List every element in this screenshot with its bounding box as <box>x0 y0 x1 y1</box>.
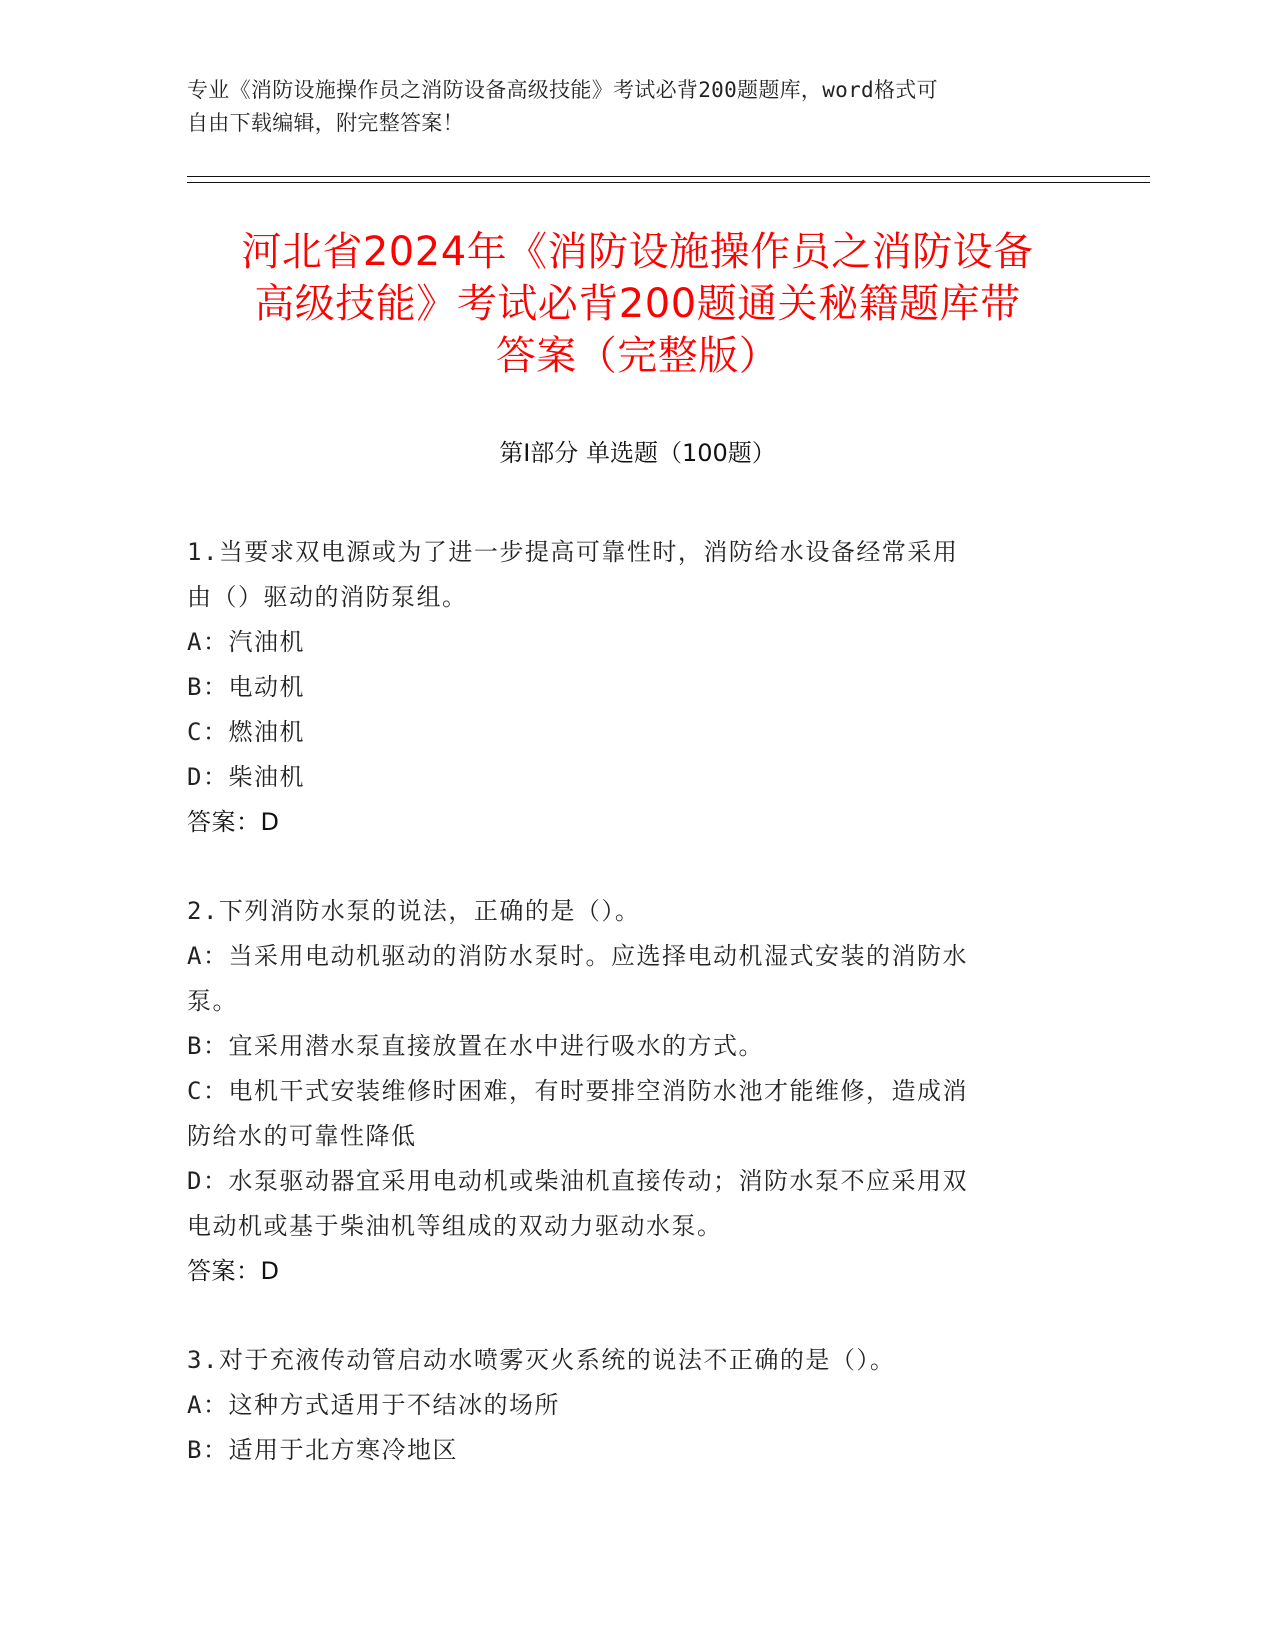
option-d: D：柴油机 <box>187 763 305 791</box>
option-b: B：适用于北方寒冷地区 <box>187 1436 458 1464</box>
option-c: C：电机干式安装维修时困难，有时要排空消防水池才能维修，造成消 <box>187 1077 968 1105</box>
question-stem-line: 3.对于充液传动管启动水喷雾灭火系统的说法不正确的是（）。 <box>187 1346 896 1374</box>
header-note <box>187 74 1087 140</box>
document-title-line-3: 答案（完整版） <box>495 333 780 379</box>
question-stem-line: 2.下列消防水泵的说法，正确的是（）。 <box>187 897 641 925</box>
option-b: B：电动机 <box>187 673 305 701</box>
question-stem-line: 由（）驱动的消防泵组。 <box>187 583 468 611</box>
question-1 <box>187 530 1067 845</box>
header-divider-top <box>187 176 1150 177</box>
question-stem-line: 1.当要求双电源或为了进一步提高可靠性时，消防给水设备经常采用 <box>187 538 959 566</box>
section-title: 第I部分 单选题（100题） <box>499 439 776 467</box>
answer-label: 答案：D <box>187 1257 280 1285</box>
header-divider-bottom <box>187 182 1150 183</box>
question-3 <box>187 1338 1067 1473</box>
document-title-line-2: 高级技能》考试必背200题通关秘籍题库带 <box>254 281 1021 327</box>
option-d: D：水泵驱动器宜采用电动机或柴油机直接传动；消防水泵不应采用双 <box>187 1167 968 1195</box>
option-a: A：汽油机 <box>187 628 305 656</box>
question-2 <box>187 889 1067 1294</box>
option-a: A：这种方式适用于不结冰的场所 <box>187 1391 560 1419</box>
question-list <box>187 530 1067 1517</box>
header-note-line-2: 自由下载编辑，附完整答案！ <box>187 111 464 135</box>
option-d-continued: 电动机或基于柴油机等组成的双动力驱动水泵。 <box>187 1212 723 1240</box>
document-title-line-1: 河北省2024年《消防设施操作员之消防设备 <box>241 229 1034 275</box>
option-b: B：宜采用潜水泵直接放置在水中进行吸水的方式。 <box>187 1032 764 1060</box>
option-c: C：燃油机 <box>187 718 305 746</box>
header-note-line-1: 专业《消防设施操作员之消防设备高级技能》考试必背200题题库，word格式可 <box>187 78 938 102</box>
option-a: A：当采用电动机驱动的消防水泵时。应选择电动机湿式安装的消防水 <box>187 942 968 970</box>
option-a-continued: 泵。 <box>187 987 238 1015</box>
document-title <box>150 226 1125 382</box>
option-c-continued: 防给水的可靠性降低 <box>187 1122 417 1150</box>
answer-label: 答案：D <box>187 808 280 836</box>
